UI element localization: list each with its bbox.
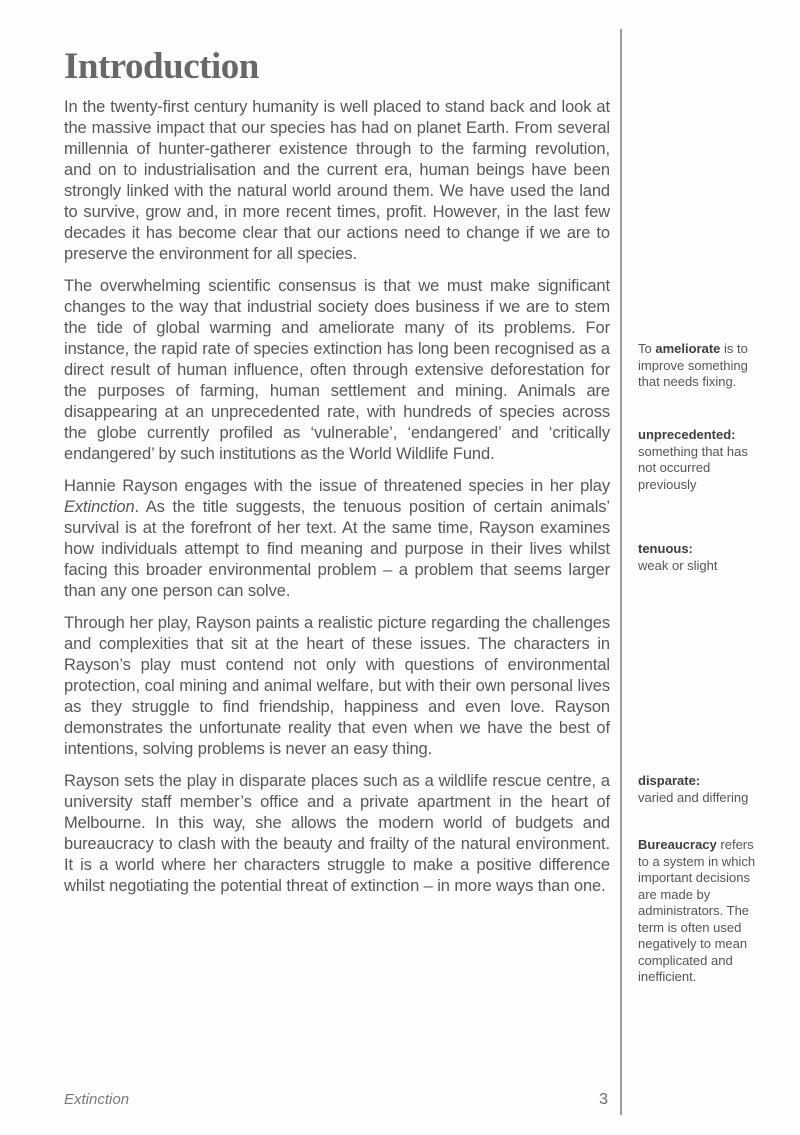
footer-book-title: Extinction (64, 1091, 130, 1108)
paragraph-text: The overwhelming scientific consensus is that we must make significant changes to the way that industrial society does business if we are to stem the tide of global warming and ameliorate many of its problems. For instance, the rapid rate of species extinction has long been recognised as a direct result of human influence, often through extensive deforestation for the purposes of farming, human settlement and mining. Animals are disappearing at an unprecedented rate, with hundreds of species across the globe currently profiled as ‘vulnerable’, ‘endangered’ and ‘critically endangered’ by such institutions as the World Wildlife Fund. (64, 277, 610, 463)
paragraph-text: Hannie Rayson engages with the issue of threatened species in her play (64, 477, 610, 495)
margin-note-bureaucracy (638, 837, 762, 986)
page-number: 3 (599, 1091, 608, 1108)
margin-note-disparate (638, 773, 762, 806)
paragraph-text: Through her play, Rayson paints a realistic picture regarding the challenges and complexities that sit at the heart of these issues. The characters in Rayson’s play must contend not only with questions of environmental protection, coal mining and animal welfare, but with their own personal lives as they struggle to find friendship, happiness and even love. Rayson demonstrates the unfortunate reality that even when we have the best of intentions, solving problems is never an easy thing. (64, 614, 610, 758)
margin-note-ameliorate (638, 341, 762, 391)
margin-note-tenuous (638, 541, 762, 574)
main-text-column (64, 46, 610, 908)
note-text: weak or slight (638, 557, 718, 573)
note-text: To (638, 341, 656, 356)
paragraph-4 (64, 613, 610, 760)
column-divider (620, 29, 622, 1115)
note-text: something that has not occurred previously (638, 443, 748, 492)
paragraph-2 (64, 276, 610, 465)
note-text: is to improve something that needs fixing. (638, 341, 748, 389)
margin-note-unprecedented (638, 427, 762, 493)
paragraph-text: Rayson sets the play in disparate places such as a wildlife rescue centre, a university staff member’s office and a private apartment in the heart of Melbourne. In this way, she allows the modern world of budgets and bureaucracy to clash with the beauty and frailty of the natural environment. It is a world where her characters struggle to make a positive difference whilst negotiating the potential threat of extinction – in more ways than one. (64, 772, 610, 895)
note-term: unprecedented: (638, 427, 736, 442)
paragraph-5 (64, 771, 610, 897)
paragraph-text: In the twenty-first century humanity is well placed to stand back and look at the massive impact that our species has had on planet Earth. From several millennia of hunter-gatherer existence through to the farming revolution, and on to industrialisation and the current era, human beings have been strongly linked with the natural world around them. We have used the land to survive, grow and, in more recent times, profit. However, in the last few decades it has become clear that our actions need to change if we are to preserve the environment for all species. (64, 98, 610, 263)
paragraph-text: . As the title suggests, the tenuous position of certain animals’ survival is at the forefront of her text. At the same time, Rayson examines how individuals attempt to find meaning and purpose in their lives whilst facing this broader environmental problem – a problem that seems larger than any one person can solve. (64, 498, 610, 600)
note-term: disparate: (638, 773, 701, 788)
note-term: ameliorate (655, 341, 721, 356)
note-term: Bureaucracy (638, 837, 717, 852)
note-term: tenuous: (638, 541, 693, 556)
paragraph-1 (64, 97, 610, 265)
footer (64, 1091, 608, 1109)
paragraph-3 (64, 476, 610, 602)
play-title-italic: Extinction (64, 498, 135, 516)
page-title: Introduction (64, 46, 259, 87)
note-text: varied and differing (638, 789, 749, 805)
note-text: refers to a system in which important decisions are made by administrators. The term is often used negatively to mean complicated and inefficient. (638, 837, 756, 984)
